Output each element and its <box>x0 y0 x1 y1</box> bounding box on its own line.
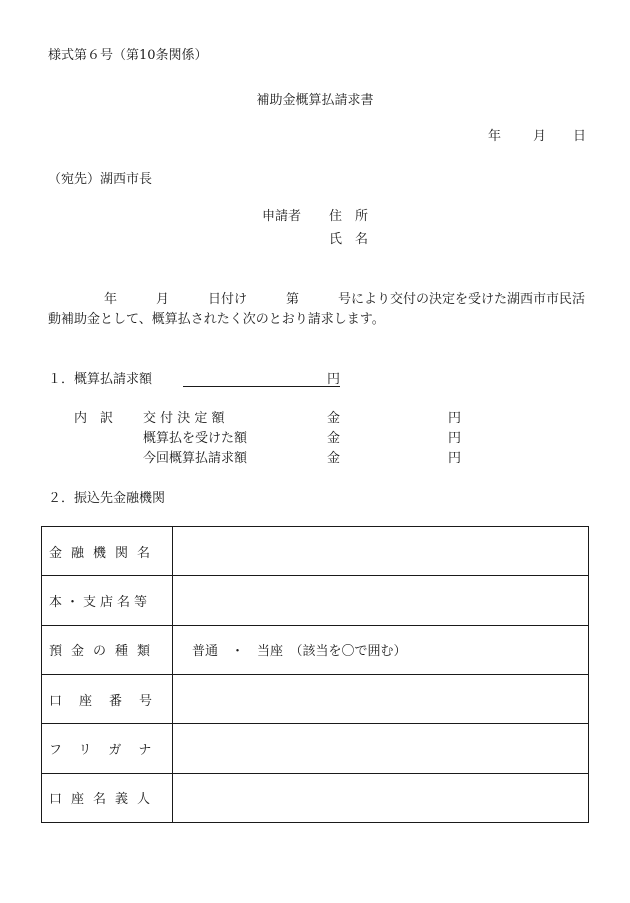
request-statement-line-1: 年 月 日付け 第 号により交付の決定を受けた湖西市市民活 <box>104 292 586 307</box>
applicant-label: 申請者 <box>262 209 302 224</box>
account-number-label <box>42 674 173 723</box>
applicant-address-label: 住 所 <box>329 209 369 224</box>
breakdown-yen-received: 円 <box>448 431 462 446</box>
account-holder-label-text: 口座名義人 <box>49 792 160 808</box>
bank-name-label-text: 金融機関名 <box>49 545 160 561</box>
breakdown-kin-decided: 金 <box>327 411 341 426</box>
furigana-label <box>42 724 173 773</box>
amount-unit: 円 <box>327 372 341 387</box>
document-title: 補助金概算払請求書 <box>256 93 374 108</box>
section-2-heading: ２．振込先金融機関 <box>48 491 166 506</box>
account-holder-value[interactable] <box>173 773 589 822</box>
date-month-label: 月 <box>533 129 547 144</box>
table-row <box>42 576 589 625</box>
breakdown-yen-current: 円 <box>448 451 462 466</box>
breakdown-yen-decided: 円 <box>448 411 462 426</box>
applicant-name-label: 氏 名 <box>329 232 369 247</box>
addressee: （宛先）湖西市長 <box>48 172 153 187</box>
date-year-label: 年 <box>488 129 502 144</box>
request-statement-line-2: 動補助金として、概算払されたく次のとおり請求します。 <box>48 312 385 327</box>
furigana-label-text: フリガナ <box>49 742 169 758</box>
form-number: 様式第６号（第10条関係） <box>48 48 208 63</box>
deposit-type-label <box>42 625 173 674</box>
table-row <box>42 724 589 773</box>
breakdown-label-current: 今回概算払請求額 <box>143 451 248 466</box>
account-holder-label <box>42 773 173 822</box>
bank-info-table <box>41 526 589 823</box>
breakdown-kin-current: 金 <box>327 451 341 466</box>
amount-underline <box>183 386 340 387</box>
branch-name-label-text: 本・支店名等 <box>49 594 152 610</box>
date-row <box>488 129 586 145</box>
breakdown-title: 内 訳 <box>74 411 114 426</box>
account-number-value[interactable] <box>173 674 589 723</box>
bank-name-label <box>42 527 173 576</box>
breakdown-label-received: 概算払を受けた額 <box>143 431 248 446</box>
furigana-value[interactable] <box>173 724 589 773</box>
table-row <box>42 674 589 723</box>
bank-name-value[interactable] <box>173 527 589 576</box>
account-number-label-text: 口座番号 <box>49 693 170 709</box>
branch-name-value[interactable] <box>173 576 589 625</box>
breakdown-kin-received: 金 <box>327 431 341 446</box>
table-row <box>42 773 589 822</box>
table-row <box>42 625 589 674</box>
date-day-label: 日 <box>573 129 587 144</box>
deposit-type-value[interactable]: 普通 ・ 当座 （該当を〇で囲む） <box>173 625 589 674</box>
branch-name-label <box>42 576 173 625</box>
breakdown-label-decided: 交 付 決 定 額 <box>143 411 225 426</box>
table-row <box>42 527 589 576</box>
section-1-heading: １．概算払請求額 <box>48 372 153 387</box>
deposit-type-label-text: 預金の種類 <box>49 644 160 660</box>
